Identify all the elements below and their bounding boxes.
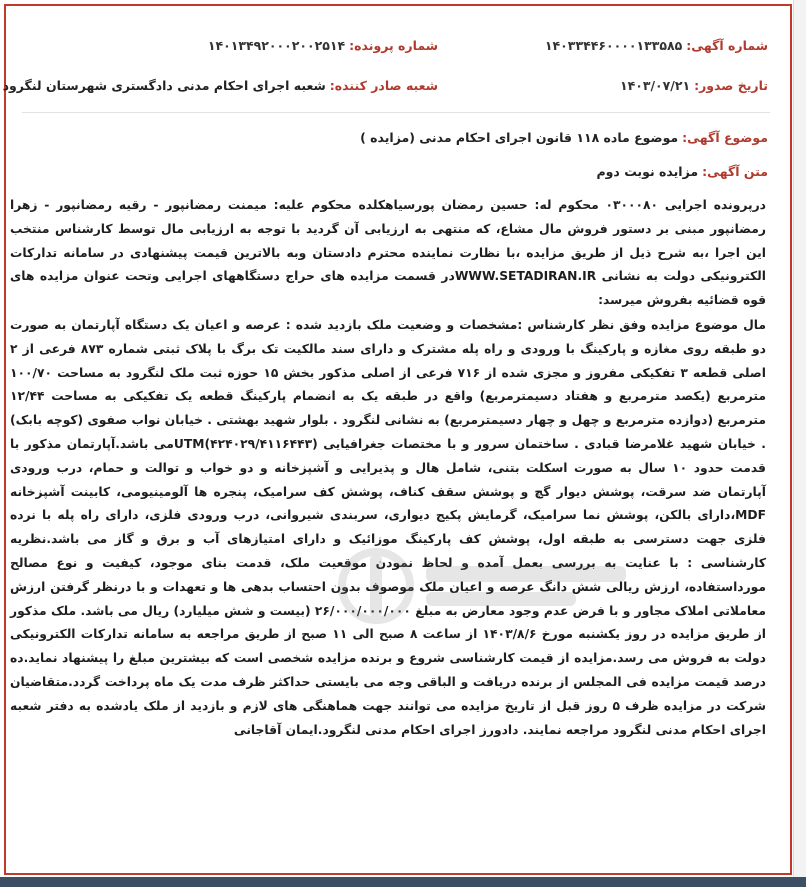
text-heading-value: مزایده نوبت دوم — [596, 164, 699, 179]
subject-row — [360, 130, 768, 145]
text-heading-label: متن آگهی: — [702, 164, 768, 179]
header-divider — [22, 112, 770, 113]
issuer-label: شعبه صادر کننده: — [329, 78, 438, 93]
issue-date-label: تاریخ صدور: — [694, 78, 768, 93]
text-heading-row — [597, 164, 769, 179]
issuer-value: شعبه اجرای احکام مدنی دادگستری شهرستان لنگرود — [2, 78, 326, 93]
subject-label: موضوع آگهی: — [682, 130, 768, 145]
bottom-bar — [0, 877, 806, 887]
issue-date-row — [620, 78, 768, 93]
subject-value: موضوع ماده ۱۱۸ قانون اجرای احکام مدنی (مزایده ) — [360, 130, 679, 145]
ad-number-row — [545, 38, 768, 53]
case-number-row — [208, 38, 438, 53]
ad-number-label: شماره آگهی: — [686, 38, 768, 53]
case-number-value: ۱۴۰۱۳۴۹۲۰۰۰۲۰۰۲۵۱۴ — [207, 38, 346, 53]
scrollbar[interactable] — [793, 0, 806, 887]
paragraph-details: مال موضوع مزایده وفق نظر کارشناس :مشخصات و وضعیت ملک بازدید شده : عرصه و اعیان یک دستگاه آپارتمان به صورت دو طبقه روی مغازه و پارکینگ با ورودی و راه پله مشترک و دارای سند مالکیت تک برگ با پلاک ثبتی شماره ۸۷۳ فرعی از ۲ اصلی قطعه ۳ تفکیکی مفروز و مجزی شده از ۷۱۶ فرعی از اصلی مذکور بخش ۱۵ حوزه ثبت ملک لنگرود به مساحت ۱۰۰/۷۰ مترمربع (یکصد مترمربع و هفتاد دسیمترمربع) واقع در طبقه یک به انضمام پارکینگ قطعه یک تفکیکی به مساحت ۱۲/۴۴ مترمربع (دوازده مترمربع و چهل و چهار دسیمترمربع) به نشانی لنگرود . بلوار شهید بهشتی . خیابان نواب صفوی (کوچه بابک) . خیابان شهید غلامرضا قبادی . ساختمان سرور و با مختصات جغرافیایی (۴۲۴۰۲۹/۴۱۱۶۴۴۳)UTMمی باشد.آپارتمان مذکور با قدمت حدود ۱۰ سال به صورت اسکلت بتنی، شامل هال و پذیرایی و آشپزخانه و دو خواب و توالت و حمام، درب ورودی آپارتمان ضد سرقت، پوشش دیوار گچ و پوشش سقف کناف، پوشش کف سرامیک، پنجره ها آلومینیومی، کابینت آشپزخانه MDF،دارای بالکن، پوشش نما سرامیک، گرمایش پکیج دیواری، سربندی شیروانی، درب ورودی فلزی، دارای راه پله با نرده فلزی جهت دسترسی به طبقه اول، پوشش کف پارکینگ موزائیک و دارای امتیازهای آب و برق و گاز می باشد.نظریه کارشناسی : با عنایت به بررسی بعمل آمده و لحاظ نمودن موقعیت ملک، قدمت بنای موجود، کیفیت و نوع مصالح مورداستفاده، ارزش ریالی شش دانگ عرصه و اعیان ملک موصوف بدون احتساب بدهی ها و تعهدات و با درنظر گرفتن ارزش معاملاتی املاک مجاور و با فرض عدم وجود معارض به مبلغ ۲۶/۰۰۰/۰۰۰/۰۰۰ (بیست و شش میلیارد) ریال می باشد. ملک مذکور از طریق مزایده در روز یکشنبه مورخ ۱۴۰۳/۸/۶ از ساعت ۸ صبح الی ۱۱ صبح از طریق مراجعه به سامانه تدارکات الکترونیکی دولت به فروش می رسد.مزایده از قیمت کارشناسی شروع و برنده مزایده شخصی است که بیشترین مبلغ را پیشنهاد نماید.ده درصد قیمت مزایده فی المجلس از برنده دریافت و الباقی وجه می بایستی حداکثر ظرف مدت یک ماه پرداخت گردد.متقاضیان شرکت در مزایده ظرف ۵ روز قبل از تاریخ مزایده می توانند جهت هماهنگی های لازم و بازدید از ملک یادشده به دفتر شعبه اجرای احکام مدنی لنگرود مراجعه نمایند. دادورز اجرای احکام مدنی لنگرود.ایمان آقاجانی — [10, 318, 767, 737]
ad-number-value: ۱۴۰۳۳۴۴۶۰۰۰۰۱۳۳۵۸۵ — [544, 38, 683, 53]
paragraph-intro: درپرونده اجرایی ۰۳۰۰۰۸۰ محکوم له: حسین رمضان پورسیاهکلده محکوم علیه: میمنت رمضانپور - رقیه رمضانپور - زهرا رمضانپور مبنی بر دستور فروش مال مشاع، که منتهی به ارزیابی آن گردید با توجه به ارزیابی مال توسط کارشناس منتخب این اجرا ،به شرح ذیل از طریق مزایده ،با نظارت نماینده محترم دادستان وبه بالاترین قیمت پیشنهادی در سامانه تدارکات الکترونیکی دولت به نشانی WWW.SETADIRAN.IRدر قسمت مزایده های حراج دستگاههای اجرایی وتحت عنوان مزایده های قوه قضائیه بفروش میرسد: — [10, 198, 766, 308]
notice-frame — [4, 4, 792, 875]
case-number-label: شماره پرونده: — [349, 38, 438, 53]
issuer-row — [3, 78, 438, 93]
issue-date-value: ۱۴۰۳/۰۷/۲۱ — [619, 78, 691, 93]
